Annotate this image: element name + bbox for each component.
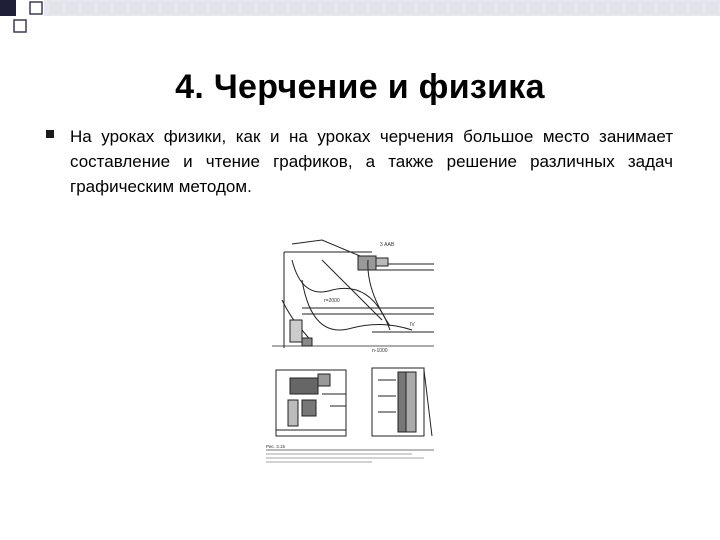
slide-title: 4. Черчение и физика xyxy=(175,68,545,106)
figure-caption-lines xyxy=(266,450,434,462)
corner-decoration xyxy=(0,0,720,40)
svg-text:IV: IV xyxy=(410,322,415,328)
bullet-text: На уроках физики, как и на уроках черчения большое место занимает составление и чтение графиков, а также решение различных задач графическим методом. xyxy=(70,127,673,196)
bullet-square-icon xyxy=(46,130,54,138)
upper-drawing xyxy=(272,240,434,354)
figure-caption: Рис. 3.15 xyxy=(266,444,286,449)
lower-left-drawing xyxy=(276,370,346,436)
corner-square-outline-2 xyxy=(30,2,42,14)
lower-right-drawing xyxy=(372,368,432,436)
svg-text:3 ААВ: 3 ААВ xyxy=(380,242,395,248)
svg-text:n-1000: n-1000 xyxy=(372,348,388,354)
corner-square-outline xyxy=(14,20,26,32)
technical-drawing xyxy=(262,230,442,466)
corner-square-dark xyxy=(0,0,16,16)
svg-text:r=2000: r=2000 xyxy=(324,298,340,304)
